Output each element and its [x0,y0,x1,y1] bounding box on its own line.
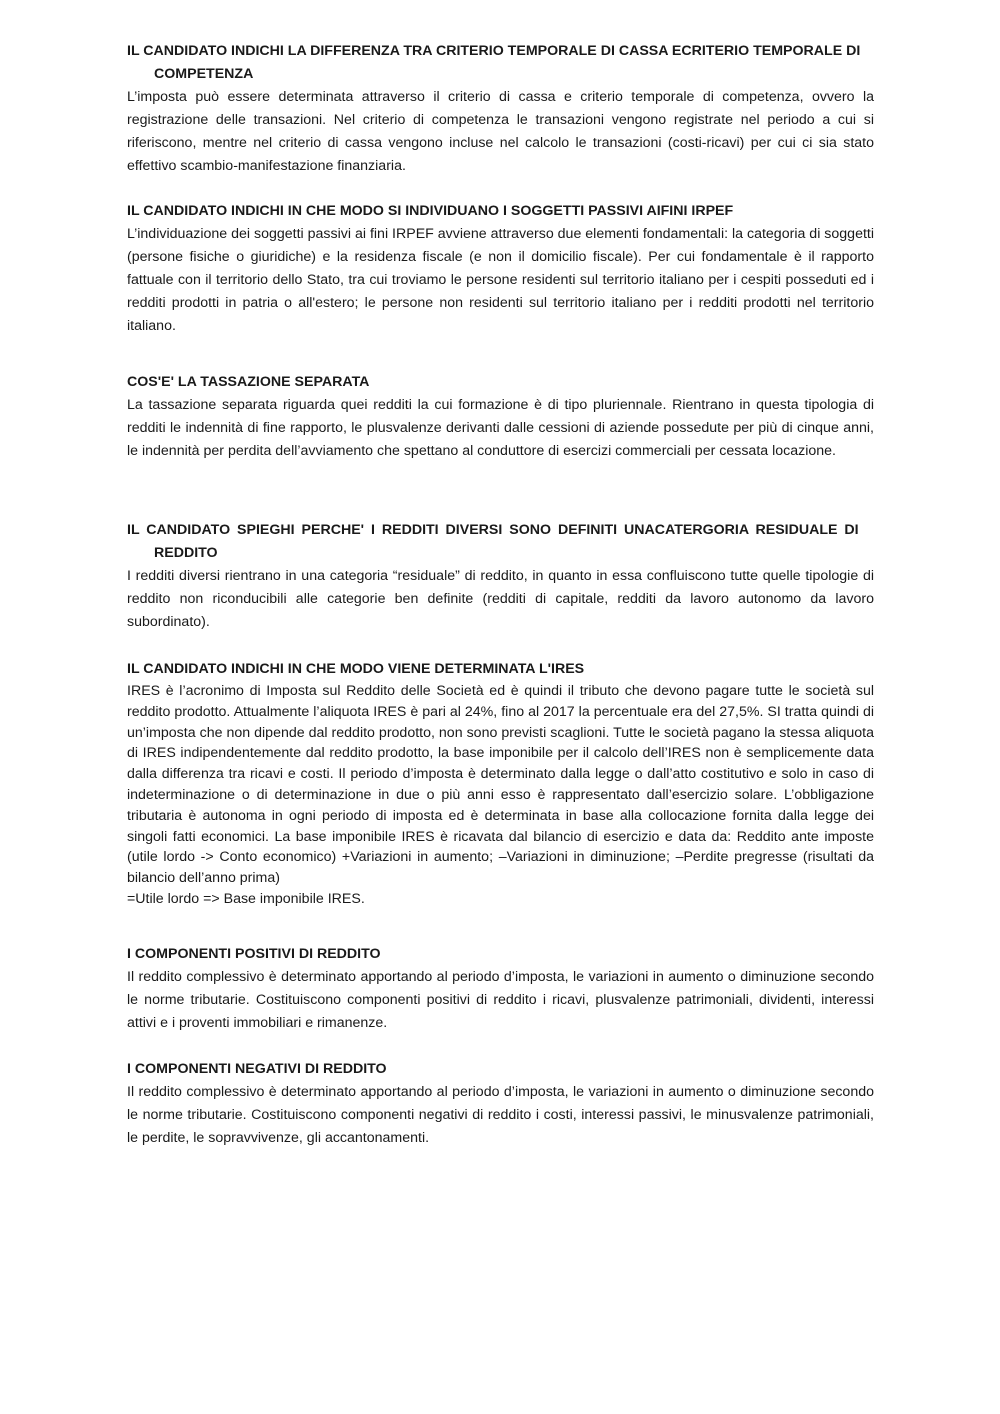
section-tassazione-separata [127,371,874,463]
spacer [127,463,874,519]
section-body: L’individuazione dei soggetti passivi ai fini IRPEF avviene attraverso due elementi fondamentali: la categoria di soggetti (persone fisiche o giuridiche) e la residenza fiscale (e non il domicilio fiscale). Per cui fondamentale è il rapporto fattuale con il territorio dello Stato, tra cui troviamo le persone residenti sul territorio italiano per i cespiti posseduti ed i redditi prodotti in patria o all'estero; le persone non residenti sul territorio italiano per i redditi prodotti nel territorio italiano. [127,226,874,334]
section-body: La tassazione separata riguarda quei redditi la cui formazione è di tipo pluriennale. Rientrano in questa tipologia di redditi le indennità di fine rapporto, le plusvalenze derivanti dalle cessioni di aziende possedute per più di cinque anni, le indennità per perdita dell’avviamento che spettano al conduttore di esercizi commerciali per cessata locazione. [127,397,874,459]
spacer [127,1035,874,1058]
section-body: IRES è l’acronimo di Imposta sul Reddito delle Società ed è quindi il tributo che devono pagare tutte le società sul reddito prodotto. Attualmente l’aliquota IRES è pari al 24%, fino al 2017 la percentuale era del 27,5%. SI tratta quindi di un’imposta che non dipende dal reddito prodotto, non sono previsti scaglioni. Tutte le società pagano la stessa aliquota di IRES indipendentemente dal reddito prodotto, la base imponibile per il calcolo dell’IRES non è semplicemente data dalla differenza tra ricavi e costi. Il periodo d’imposta è determinato dalla legge o dall’atto costitutivo e solo in caso di indeterminazione o di determinazione in due o più anni esso è rappresentato dall’esercizio solare. L’obbligazione tributaria è autonoma in ogni periodo di imposta ed è determinata in base alla collocazione fornita dalla legge dei singoli fatti economici. La base imponibile IRES è ricavata dal bilancio di esercizio e data da: Reddito ante imposte (utile lordo -> Conto economico) +Variazioni in aumento; –Variazioni in diminuzione; –Perdite pregresse (risultati da bilancio dell’anno prima) [127,683,874,887]
section-heading: I COMPONENTI NEGATIVI DI REDDITO [127,1060,387,1077]
section-cassa-competenza [127,40,874,178]
spacer [127,178,874,200]
section-body: L’imposta può essere determinata attraverso il criterio di cassa e criterio temporale di competenza, ovvero la registrazione delle transazioni. Nel criterio di competenza le transazioni vengono registrate nel periodo a cui si riferiscono, mentre nel criterio di cassa vengono incluse nel calcolo le transazioni (costi-ricavi) per cui ci sia stato effettivo scambio-manifestazione finanziaria. [127,89,874,174]
section-redditi-diversi [127,519,874,634]
section-body: I redditi diversi rientrano in una categoria “residuale” di reddito, in quanto in essa confluiscono tutte quelle tipologie di reddito non riconducibili alle categorie ben definite (redditi di capitale, redditi da lavoro autonomo da lavoro subordinato). [127,568,874,630]
section-body: Il reddito complessivo è determinato apportando al periodo d’imposta, le variazioni in aumento o diminuzione secondo le norme tributarie. Costituiscono componenti positivi di reddito i ricavi, plusvalenze patrimoniali, dividenti, interessi attivi e i proventi immobiliari e rimanenze. [127,968,874,1031]
section-heading: IL CANDIDATO INDICHI LA DIFFERENZA TRA CRITERIO TEMPORALE DI CASSA ECRITERIO TEMPORALE DI COMPETENZA [127,43,861,82]
section-componenti-positivi [127,943,874,1035]
spacer [127,910,874,943]
section-ires [127,658,874,910]
document-page [127,40,874,1150]
section-componenti-negativi [127,1058,874,1150]
spacer [127,338,874,371]
section-heading: COS'E' LA TASSAZIONE SEPARATA [127,374,370,390]
section-heading: IL CANDIDATO INDICHI IN CHE MODO VIENE DETERMINATA L'IRES [127,661,585,677]
section-body: Il reddito complessivo è determinato apportando al periodo d’imposta, le variazioni in aumento o diminuzione secondo le norme tributarie. Costituiscono componenti negativi di reddito i costi, interessi passivi, le minusvalenze patrimoniali, le perdite, le sopravvivenze, gli accantonamenti. [127,1083,874,1146]
section-heading: IL CANDIDATO SPIEGHI PERCHE' I REDDITI DIVERSI SONO DEFINITI UNACATERGORIA RESIDUALE DI REDDITO [127,522,859,561]
spacer [127,634,874,658]
section-body-formula: =Utile lordo => Base imponibile IRES. [127,890,365,907]
section-soggetti-passivi-irpef [127,200,874,338]
section-heading: IL CANDIDATO INDICHI IN CHE MODO SI INDIVIDUANO I SOGGETTI PASSIVI AIFINI IRPEF [127,203,734,219]
section-heading: I COMPONENTI POSITIVI DI REDDITO [127,945,381,962]
